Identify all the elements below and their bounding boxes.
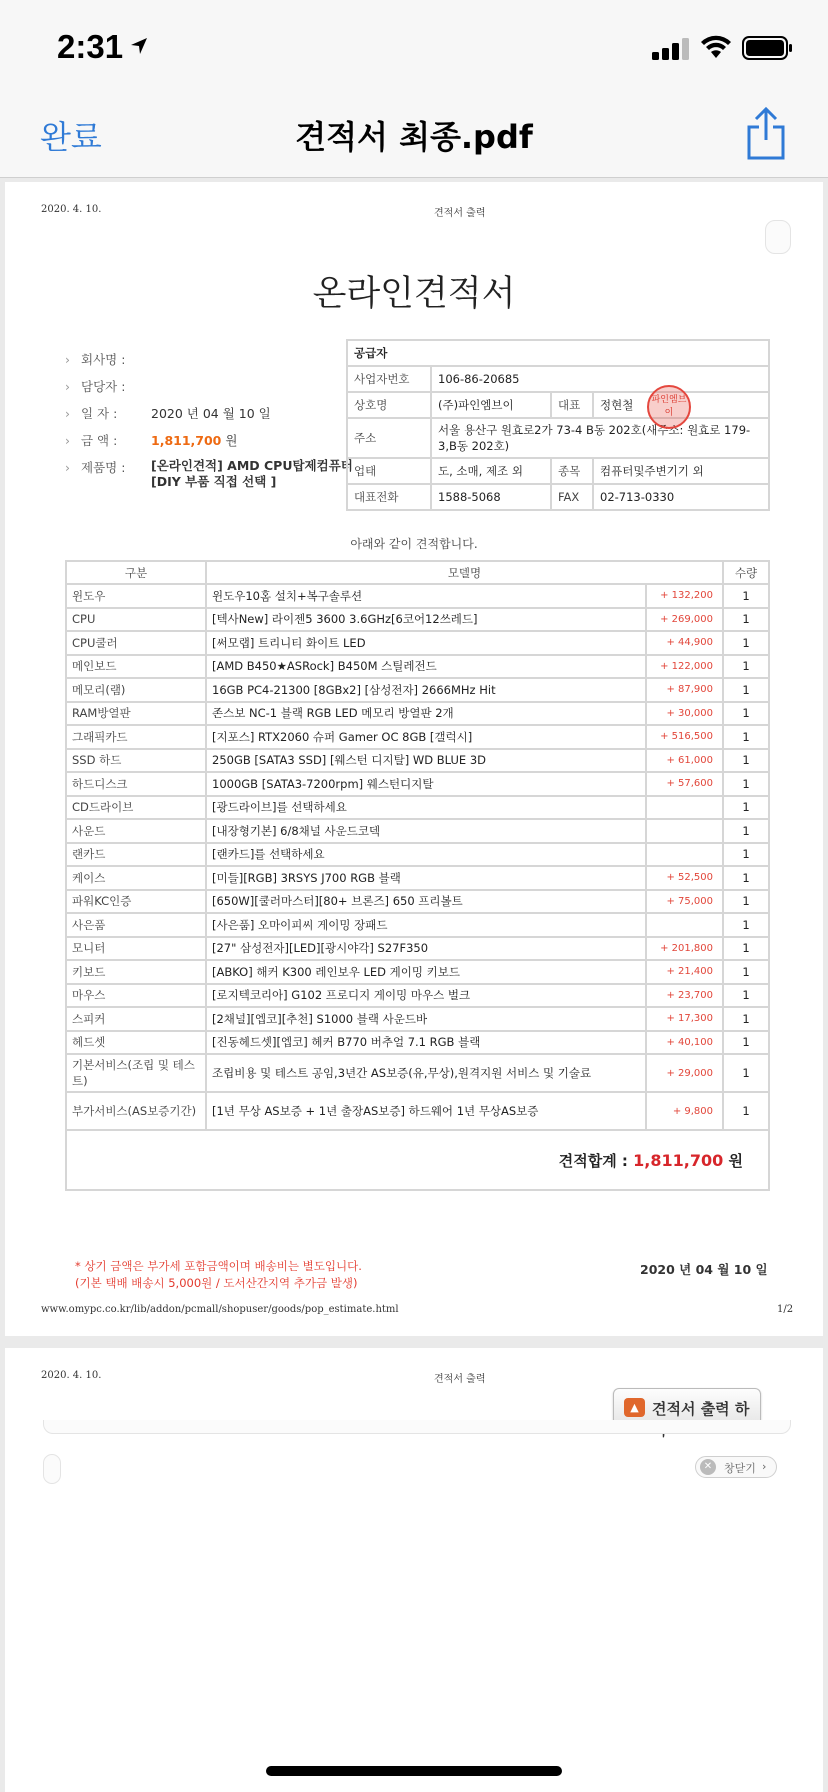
row-category: 케이스	[66, 866, 206, 890]
company-name: (주)파인엠브이	[431, 392, 551, 418]
row-qty: 1	[723, 678, 769, 702]
table-row	[66, 890, 769, 914]
document-title: 견적서 최종.pdf	[295, 118, 533, 156]
row-category: 사은품	[66, 913, 206, 937]
row-category: 하드디스크	[66, 772, 206, 796]
row-model: [광드라이브]를 선택하세요	[206, 796, 646, 820]
row-qty: 1	[723, 937, 769, 961]
row-qty: 1	[723, 749, 769, 773]
row-price: + 122,000	[646, 655, 723, 679]
info-manager: › 담당자 :	[65, 379, 126, 394]
row-qty: 1	[723, 772, 769, 796]
edge-box	[43, 1454, 61, 1484]
table-row	[66, 937, 769, 961]
row-model: [ABKO] 해커 K300 레인보우 LED 게이밍 키보드	[206, 960, 646, 984]
estimate-total: 견적합계 : 1,811,700 원	[66, 1130, 769, 1190]
row-qty: 1	[723, 702, 769, 726]
chevron-right-icon: ›	[762, 1460, 767, 1473]
row-model: 250GB [SATA3 SSD] [웨스턴 디지탈] WD BLUE 3D	[206, 749, 646, 773]
table-row	[66, 866, 769, 890]
location-arrow-icon	[129, 36, 149, 56]
row-price	[646, 796, 723, 820]
table-row	[66, 819, 769, 843]
close-window-button[interactable]: ✕ 창닫기 ›	[695, 1456, 777, 1478]
pdf-page-1	[5, 182, 823, 1336]
page-number: 1/2	[777, 1304, 794, 1315]
row-price	[646, 913, 723, 937]
edge-box	[765, 220, 791, 254]
row-qty: 1	[723, 725, 769, 749]
row-qty: 1	[723, 866, 769, 890]
row-qty: 1	[723, 984, 769, 1008]
close-icon: ✕	[700, 1459, 716, 1475]
table-row	[66, 584, 769, 608]
row-price: + 30,000	[646, 702, 723, 726]
table-row	[66, 772, 769, 796]
status-bar	[0, 0, 828, 96]
table-row	[66, 1031, 769, 1055]
row-price: + 9,800	[646, 1092, 723, 1130]
row-price: + 75,000	[646, 890, 723, 914]
estimate-title: 온라인견적서	[312, 274, 516, 314]
estimate-note: 아래와 같이 견적합니다.	[350, 537, 478, 551]
chevron-right-icon: ›	[65, 433, 70, 448]
row-qty: 1	[723, 960, 769, 984]
row-qty: 1	[723, 890, 769, 914]
row-price	[646, 843, 723, 867]
row-model: [사은품] 오마이피씨 게이밍 장패드	[206, 913, 646, 937]
table-row	[66, 749, 769, 773]
business-item: 컴퓨터및주변기기 외	[593, 458, 769, 484]
row-category: 스피커	[66, 1007, 206, 1031]
row-qty: 1	[723, 1092, 769, 1130]
row-model: [써모랩] 트리니티 화이트 LED	[206, 631, 646, 655]
row-price: + 40,100	[646, 1031, 723, 1055]
row-qty: 1	[723, 913, 769, 937]
row-model: 윈도우10홈 설치+복구솔루션	[206, 584, 646, 608]
row-qty: 1	[723, 655, 769, 679]
row-model: [27" 삼성전자][LED][광시야각] S27F350	[206, 937, 646, 961]
table-row	[66, 1092, 769, 1130]
row-model: [650W][쿨러마스터][80+ 브론즈] 650 프리볼트	[206, 890, 646, 914]
row-category: 사운드	[66, 819, 206, 843]
row-model: 존스보 NC-1 블랙 RGB LED 메모리 방열판 2개	[206, 702, 646, 726]
navigation-bar	[0, 96, 828, 178]
row-qty: 1	[723, 819, 769, 843]
done-button[interactable]: 완료	[40, 118, 102, 156]
table-row	[66, 960, 769, 984]
row-price: + 17,300	[646, 1007, 723, 1031]
table-row	[66, 608, 769, 632]
info-product: › 제품명 :	[65, 460, 126, 475]
header-title: 견적서 출력	[434, 208, 486, 219]
phone-number: 1588-5068	[431, 484, 551, 510]
row-category: CD드라이브	[66, 796, 206, 820]
row-category: 마우스	[66, 984, 206, 1008]
business-type: 도, 소매, 제조 외	[431, 458, 551, 484]
table-row	[66, 702, 769, 726]
row-price: + 21,400	[646, 960, 723, 984]
row-category: 키보드	[66, 960, 206, 984]
row-category: 모니터	[66, 937, 206, 961]
supplier-title: 공급자	[347, 340, 769, 366]
row-price: + 29,000	[646, 1054, 723, 1092]
row-category: CPU쿨러	[66, 631, 206, 655]
row-qty: 1	[723, 608, 769, 632]
chevron-right-icon: ›	[65, 352, 70, 367]
row-qty: 1	[723, 843, 769, 867]
ceo-name: 정현철	[593, 392, 769, 418]
row-category: 랜카드	[66, 843, 206, 867]
table-row	[66, 678, 769, 702]
row-model: [랜카드]를 선택하세요	[206, 843, 646, 867]
row-category: 기본서비스(조립 및 테스트)	[66, 1054, 206, 1092]
chevron-right-icon: ›	[65, 406, 70, 421]
row-qty: 1	[723, 584, 769, 608]
row-category: CPU	[66, 608, 206, 632]
company-seal-stamp: 파인엠브이	[647, 385, 691, 429]
row-category: 헤드셋	[66, 1031, 206, 1055]
row-model: [진동헤드셋][엡코] 헤커 B770 버추얼 7.1 RGB 블랙	[206, 1031, 646, 1055]
status-time: 2:31	[57, 28, 124, 65]
fax-number: 02-713-0330	[593, 484, 769, 510]
header-date: 2020. 4. 10.	[41, 204, 102, 215]
table-row	[66, 843, 769, 867]
row-price: + 57,600	[646, 772, 723, 796]
table-row	[66, 631, 769, 655]
table-row	[66, 655, 769, 679]
row-category: 파워KC인증	[66, 890, 206, 914]
battery-icon	[742, 36, 794, 60]
row-model: [2채널][엡코][추천] S1000 블랙 사운드바	[206, 1007, 646, 1031]
pdf-page-2	[5, 1348, 823, 1792]
print-icon: ▲	[624, 1398, 645, 1417]
info-amount: › 금 액 : 1,811,700 원	[65, 433, 238, 448]
chevron-right-icon: ›	[65, 460, 70, 475]
row-category: SSD 하드	[66, 749, 206, 773]
product-name: [온라인견적] AMD CPU탑제컴퓨터 [DIY 부품 직접 선택 ]	[151, 458, 353, 489]
table-row	[66, 1007, 769, 1031]
row-qty: 1	[723, 1031, 769, 1055]
chevron-right-icon: ›	[65, 379, 70, 394]
supplier-table: 공급자 사업자번호 106-86-20685 상호명 (주)파인엠브이 대표 정현철 주소 서울 용산구 원효로2가 73-4 B동 202호(새주소: 원효로 179-3,B동 202호) 업태 도, 소매, 제조 외 종목 컴퓨터및주변기기 외 대표전화 1588-5068 FAX 02-713-0330	[346, 339, 770, 511]
row-model: [로지텍코리아] G102 프로디지 게이밍 마우스 벌크	[206, 984, 646, 1008]
row-qty: 1	[723, 1007, 769, 1031]
address: 서울 용산구 원효로2가 73-4 B동 202호(새주소: 원효로 179-3,B동 202호)	[431, 418, 769, 458]
header-category: 구분	[66, 561, 206, 584]
row-price: + 516,500	[646, 725, 723, 749]
row-model: [내장형기본] 6/8채널 사운드코덱	[206, 819, 646, 843]
total-amount: 1,811,700	[633, 1150, 724, 1170]
row-price: + 23,700	[646, 984, 723, 1008]
edge-box	[43, 1420, 791, 1434]
row-category: 윈도우	[66, 584, 206, 608]
wifi-icon	[700, 34, 732, 60]
row-price	[646, 819, 723, 843]
print-estimate-button[interactable]: ▲ 견적서 출력 하	[613, 1388, 761, 1426]
header-title: 견적서 출력	[434, 1374, 486, 1385]
row-category: 메인보드	[66, 655, 206, 679]
table-row	[66, 913, 769, 937]
row-model: [AMD B450★ASRock] B450M 스틸레전드	[206, 655, 646, 679]
row-price: + 269,000	[646, 608, 723, 632]
table-row	[66, 725, 769, 749]
home-indicator[interactable]	[266, 1766, 562, 1776]
table-row	[66, 984, 769, 1008]
info-date: › 일 자 : 2020 년 04 월 10 일	[65, 406, 271, 421]
row-category: RAM방열판	[66, 702, 206, 726]
table-row	[66, 1054, 769, 1092]
row-qty: 1	[723, 796, 769, 820]
issue-date: 2020 년 04 월 10 일	[640, 1262, 768, 1277]
row-qty: 1	[723, 1054, 769, 1092]
row-qty: 1	[723, 631, 769, 655]
row-category: 그래픽카드	[66, 725, 206, 749]
row-price: + 87,900	[646, 678, 723, 702]
row-model: [지포스] RTX2060 슈퍼 Gamer OC 8GB [갤럭시]	[206, 725, 646, 749]
row-price: + 44,900	[646, 631, 723, 655]
footer-url: www.omypc.co.kr/lib/addon/pcmall/shopuser/goods/pop_estimate.html	[41, 1304, 399, 1315]
footnote: * 상기 금액은 부가세 포함금액이며 배송비는 별도입니다. (기본 택배 배송시 5,000원 / 도서산간지역 추가금 발생)	[75, 1259, 362, 1290]
row-price: + 61,000	[646, 749, 723, 773]
header-model: 모델명	[206, 561, 723, 584]
header-qty: 수량	[723, 561, 769, 584]
table-row	[66, 796, 769, 820]
business-number: 106-86-20685	[431, 366, 769, 392]
share-icon[interactable]	[743, 106, 789, 162]
row-price: + 52,500	[646, 866, 723, 890]
info-company: › 회사명 :	[65, 352, 126, 367]
row-price: + 132,200	[646, 584, 723, 608]
header-date: 2020. 4. 10.	[41, 1370, 102, 1381]
row-price: + 201,800	[646, 937, 723, 961]
row-category: 메모리(램)	[66, 678, 206, 702]
row-model: [미들][RGB] 3RSYS J700 RGB 블랙	[206, 866, 646, 890]
row-model: 16GB PC4-21300 [8GBx2] [삼성전자] 2666MHz Hit	[206, 678, 646, 702]
row-category: 부가서비스(AS보증기간)	[66, 1092, 206, 1130]
row-model: 1000GB [SATA3-7200rpm] 웨스턴디지탈	[206, 772, 646, 796]
row-model: 조립비용 및 테스트 공임,3년간 AS보증(유,무상),원격지원 서비스 및 기술료	[206, 1054, 646, 1092]
signal-icon	[652, 38, 692, 60]
estimate-table	[65, 560, 770, 1191]
row-model: [텍사New] 라이젠5 3600 3.6GHz[6코어12쓰레드]	[206, 608, 646, 632]
row-model: [1년 무상 AS보증 + 1년 출장AS보증] 하드웨어 1년 무상AS보증	[206, 1092, 646, 1130]
